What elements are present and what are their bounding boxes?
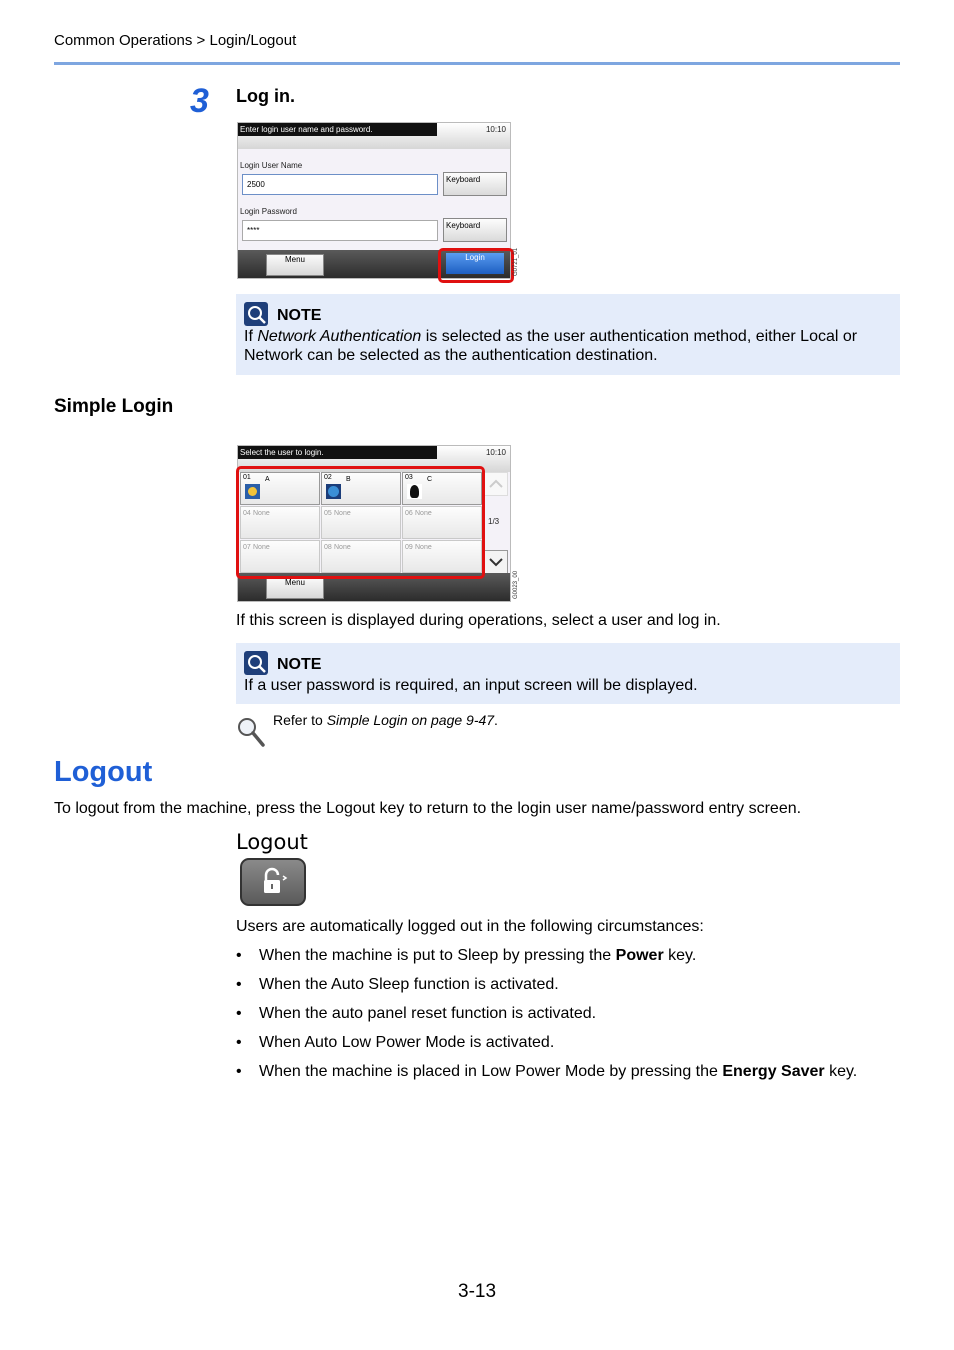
- password-label: Login Password: [240, 207, 297, 216]
- bullet-item-4: • When Auto Low Power Mode is activated.: [236, 1034, 555, 1051]
- user-cell-03[interactable]: 03 C: [402, 472, 482, 505]
- chevron-up-icon: [485, 473, 507, 495]
- user-cell-05[interactable]: 05 None: [321, 506, 401, 539]
- menu-button[interactable]: Menu: [266, 254, 324, 276]
- page-number: 3-13: [458, 1281, 497, 1302]
- note-label: NOTE: [277, 307, 322, 324]
- step-number: 3: [190, 82, 209, 120]
- auto-logout-intro: Users are automatically logged out in the following circumstances:: [236, 918, 704, 935]
- logout-intro: To logout from the machine, press the Logout key to return to the login user name/password entry screen.: [54, 800, 802, 817]
- simple-login-description: If this screen is displayed during operations, select a user and log in.: [236, 612, 721, 629]
- scroll-up-button[interactable]: [484, 472, 508, 496]
- user-cell-06[interactable]: 06 None: [402, 506, 482, 539]
- note-icon: [244, 651, 268, 675]
- keyboard-button-username[interactable]: Keyboard: [443, 172, 507, 196]
- user-cell-09[interactable]: 09 None: [402, 540, 482, 573]
- logout-key-button[interactable]: [240, 858, 306, 906]
- screen-clock: 10:10: [485, 448, 506, 457]
- user-cell-04[interactable]: 04 None: [240, 506, 320, 539]
- login-image-code: G0721_01: [513, 247, 519, 276]
- magnifier-icon: [236, 716, 266, 748]
- step-title: Log in.: [236, 86, 295, 106]
- note-text: If Network Authentication is selected as the user authentication method, either Local or Network can be selected as the authentication destination.: [244, 328, 858, 364]
- note-label: NOTE: [277, 656, 322, 673]
- scroll-down-button[interactable]: [484, 550, 508, 574]
- login-button[interactable]: Login: [446, 253, 504, 274]
- user-cell-07[interactable]: 07 None: [240, 540, 320, 573]
- bullet-item-1: • When the machine is put to Sleep by pressing the Power key.: [236, 947, 697, 964]
- user-name-label: Login User Name: [240, 161, 303, 170]
- logout-key-label: Logout: [236, 830, 308, 854]
- page-indicator: 1/3: [488, 517, 500, 526]
- user-cell-08[interactable]: 08 None: [321, 540, 401, 573]
- keyboard-button-password[interactable]: Keyboard: [443, 218, 507, 242]
- note-icon: [244, 302, 268, 326]
- bullet-item-3: • When the auto panel reset function is activated.: [236, 1005, 597, 1022]
- user-name-field[interactable]: 2500: [242, 174, 438, 195]
- header-rule: [54, 62, 900, 65]
- simple-login-image-code: G0023_00: [513, 570, 519, 599]
- simple-login-heading: Simple Login: [54, 396, 174, 417]
- note-text: If a user password is required, an input screen will be displayed.: [244, 677, 698, 694]
- bullet-item-5: • When the machine is placed in Low Power Mode by pressing the Energy Saver key.: [236, 1063, 858, 1080]
- refer-link[interactable]: Refer to Simple Login on page 9-47.: [273, 712, 498, 728]
- menu-button[interactable]: Menu: [266, 577, 324, 599]
- logout-heading: Logout: [54, 756, 153, 788]
- chevron-down-icon: [485, 551, 507, 573]
- bullet-item-2: • When the Auto Sleep function is activated.: [236, 976, 559, 993]
- note-box-2: [236, 643, 900, 704]
- user-cell-01[interactable]: 01 A: [240, 472, 320, 505]
- password-field[interactable]: ****: [242, 220, 438, 241]
- breadcrumb: Common Operations > Login/Logout: [54, 32, 297, 49]
- note-box-1: [236, 294, 900, 375]
- user-cell-02[interactable]: 02 B: [321, 472, 401, 505]
- simple-login-prompt: Select the user to login.: [238, 446, 437, 459]
- screen-clock: 10:10: [485, 125, 506, 134]
- unlock-icon: [242, 860, 304, 904]
- login-button-highlight: [438, 248, 514, 283]
- user-grid-highlight: [236, 466, 485, 579]
- login-prompt: Enter login user name and password.: [238, 123, 437, 136]
